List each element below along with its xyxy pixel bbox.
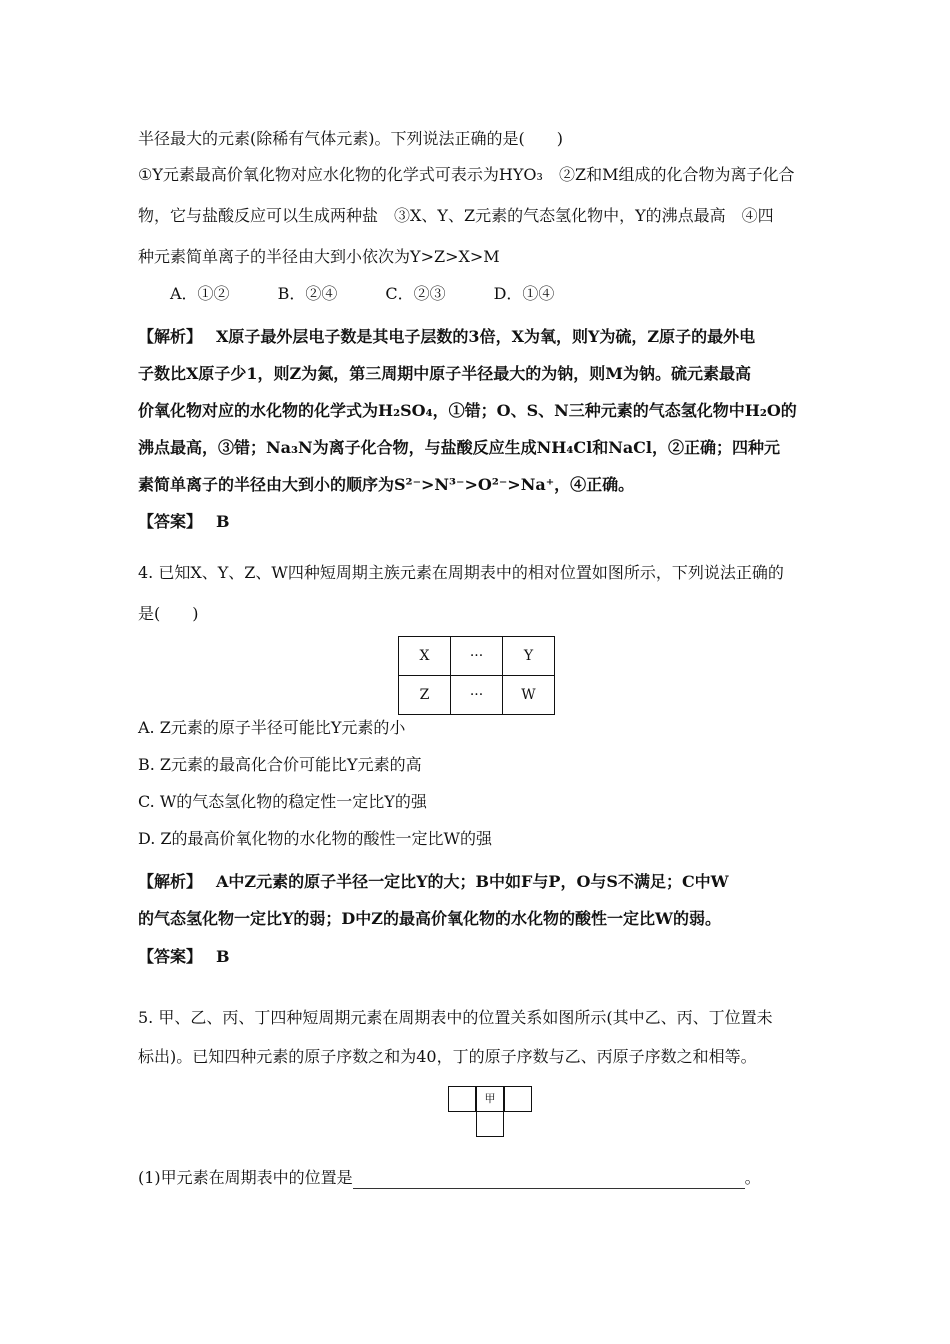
- q5-stem-2: 标出)。已知四种元素的原子序数之和为40，丁的原子序数与乙、丙原子序数之和相等。: [138, 1047, 757, 1066]
- table-row: [399, 676, 555, 715]
- q4-option-b: B. Z元素的最高化合价可能比Y元素的高: [138, 755, 422, 774]
- q3-answer: [138, 511, 230, 533]
- table-row: [399, 637, 555, 676]
- q3-answer-value: B: [216, 512, 230, 531]
- table-cell: X: [399, 637, 451, 676]
- q3-analysis-line-2: 子数比X原子少1，则Z为氮，第三周期中原子半径最大的为钠，则M为钠。硫元素最高: [138, 364, 751, 383]
- q4-analysis-tag: 【解析】: [138, 872, 203, 891]
- table-cell: ···: [451, 637, 503, 676]
- q4-analysis-line-2: 的气态氢化物一定比Y的弱；D中Z的最高价氧化物的水化物的酸性一定比W的弱。: [138, 909, 721, 928]
- q3-statement-1: ①Y元素最高价氧化物对应水化物的化学式可表示为HYO₃ ②Z和M组成的化合物为离子化合: [138, 165, 795, 184]
- q4-stem-1: 4. 已知X、Y、Z、W四种短周期主族元素在周期表中的相对位置如图所示，下列说法正确的: [138, 563, 784, 582]
- q3-analysis-line-4: 沸点最高，③错；Na₃N为离子化合物，与盐酸反应生成NH₄Cl和NaCl，②正确；四种元: [138, 438, 780, 457]
- q3-statement-3: 种元素简单离子的半径由大到小依次为Y>Z>X>M: [138, 247, 500, 266]
- table-cell: Y: [503, 637, 555, 676]
- q3-option-a: A．①②: [170, 284, 230, 303]
- q3-analysis-line-5: 素简单离子的半径由大到小的顺序为S²⁻>N³⁻>O²⁻>Na⁺，④正确。: [138, 475, 635, 494]
- q4-stem-2: 是( ): [138, 604, 199, 623]
- q3-answer-tag: 【答案】: [138, 512, 203, 531]
- table-cell: ···: [451, 676, 503, 715]
- diagram-cell-below: [476, 1111, 504, 1137]
- q4-analysis-text: A中Z元素的原子半径一定比Y的大；B中如F与P，O与S不满足；C中W: [216, 872, 729, 891]
- periodic-position-table: [398, 636, 555, 715]
- q4-answer-value: B: [216, 947, 230, 966]
- q3-option-c: C．②③: [385, 284, 446, 303]
- q3-option-b: B．②④: [277, 284, 338, 303]
- q3-analysis-line-1: [138, 326, 755, 348]
- q5-stem-1: 5. 甲、乙、丙、丁四种短周期元素在周期表中的位置关系如图所示(其中乙、丙、丁位置未: [138, 1008, 773, 1027]
- q4-analysis-line-1: [138, 871, 729, 893]
- diagram-cell-jia: 甲: [476, 1086, 504, 1112]
- q4-option-a: A. Z元素的原子半径可能比Y元素的小: [138, 718, 406, 737]
- q3-analysis-text: X原子最外层电子数是其电子层数的3倍，X为氧，则Y为硫，Z原子的最外电: [216, 327, 756, 346]
- q3-options: [170, 283, 602, 305]
- q4-answer-tag: 【答案】: [138, 947, 203, 966]
- q3-statement-2: 物，它与盐酸反应可以生成两种盐 ③X、Y、Z元素的气态氢化物中，Y的沸点最高 ④四: [138, 206, 774, 225]
- q5-sub-1-prefix: (1)甲元素在周期表中的位置是: [138, 1168, 353, 1187]
- table-cell: Z: [399, 676, 451, 715]
- q5-sub-1-suffix: 。: [744, 1168, 761, 1187]
- diagram-cell-left: [448, 1086, 476, 1112]
- q3-analysis-tag: 【解析】: [138, 327, 203, 346]
- q3-option-d: D．①④: [493, 284, 555, 303]
- diagram-cell-right: [504, 1086, 532, 1112]
- table-cell: W: [503, 676, 555, 715]
- q3-intro: 半径最大的元素(除稀有气体元素)。下列说法正确的是( ): [138, 129, 563, 148]
- answer-blank[interactable]: [353, 1172, 745, 1189]
- q4-option-c: C. W的气态氢化物的稳定性一定比Y的强: [138, 792, 427, 811]
- q4-option-d: D. Z的最高价氧化物的水化物的酸性一定比W的强: [138, 829, 492, 848]
- q4-answer: [138, 946, 230, 968]
- q3-analysis-line-3: 价氧化物对应的水化物的化学式为H₂SO₄，①错；O、S、N三种元素的气态氢化物中H₂O的: [138, 401, 797, 420]
- q5-sub-1: [138, 1167, 761, 1189]
